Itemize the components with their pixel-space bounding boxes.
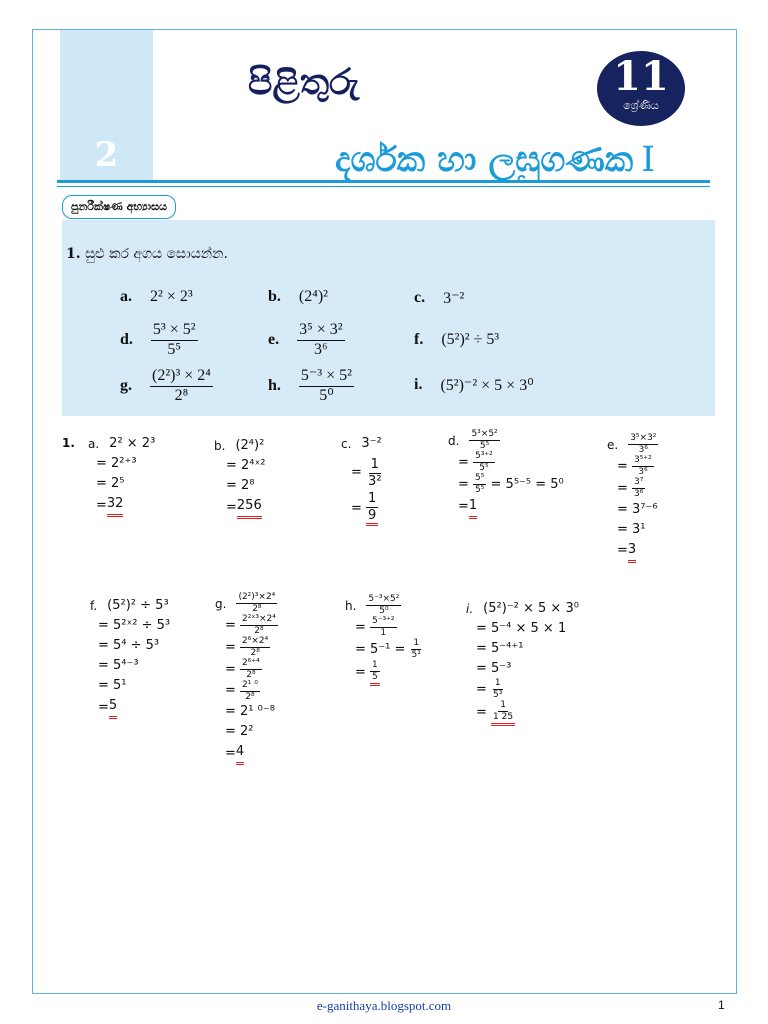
denominator: 2⁸ <box>252 604 262 615</box>
eq: = <box>458 454 469 470</box>
answer-d <box>448 430 564 519</box>
label: e. <box>607 437 619 452</box>
fraction <box>366 595 401 617</box>
fraction <box>473 474 486 496</box>
denominator: 5⁰ <box>379 606 389 617</box>
denominator: 3⁶ <box>638 445 648 456</box>
eq: = <box>458 499 469 515</box>
final-answer <box>370 661 380 686</box>
title-rule-thin <box>57 186 710 187</box>
answer-number: 1. <box>62 436 75 450</box>
numerator: 2⁶⁺⁴ <box>240 659 262 670</box>
eq: = <box>225 745 236 761</box>
denominator: 2⁸ <box>245 691 255 702</box>
label: g. <box>120 377 132 395</box>
step: = 5⁻⁴⁺¹ <box>476 641 524 656</box>
fraction <box>469 430 499 452</box>
grade-label: ශ්‍රේණිය <box>623 99 659 112</box>
fraction <box>410 639 423 661</box>
final-answer <box>366 492 378 525</box>
question-e <box>268 322 345 359</box>
numerator: 1 <box>370 661 380 672</box>
fraction <box>491 679 504 701</box>
step: = 5⁴ ÷ 5³ <box>98 638 160 653</box>
denominator: 2⁸ <box>250 648 260 659</box>
numerator: (2²)³×2⁴ <box>236 593 277 604</box>
fraction <box>632 478 645 500</box>
final-answer: 32 <box>107 494 124 517</box>
fraction <box>236 593 277 615</box>
expr: (5²)⁻² × 5 × 3⁰ <box>440 377 534 394</box>
chapter-title <box>335 140 655 180</box>
expr: 2² × 2³ <box>150 288 193 305</box>
fraction <box>240 681 260 703</box>
question-number: 1. <box>66 246 81 262</box>
step: = 5⁻¹ = <box>355 641 406 657</box>
fraction <box>370 617 396 639</box>
step: = 5⁴⁻³ <box>98 658 139 673</box>
question-i <box>414 375 534 395</box>
eq: = <box>458 476 469 492</box>
numerator: 3⁷ <box>632 478 645 489</box>
fraction <box>628 434 658 456</box>
numerator: 2⁶×2⁴ <box>240 637 270 648</box>
grade-number: 11 <box>613 53 669 100</box>
denominator: 1 25 <box>493 712 514 723</box>
numerator: 3⁵⁺² <box>632 456 654 467</box>
step: = 2⁴ˣ² <box>226 458 266 473</box>
numerator: 1 <box>370 457 379 472</box>
denominator: 2⁸ <box>246 670 256 681</box>
answer-a <box>88 434 155 517</box>
final-answer: 256 <box>237 496 262 519</box>
label: a. <box>88 437 100 451</box>
label: b. <box>268 288 281 305</box>
eq: = <box>476 681 487 697</box>
final-answer <box>491 701 515 726</box>
label: c. <box>341 437 352 451</box>
label: e. <box>268 331 280 349</box>
answer-g <box>215 593 278 765</box>
chapter-number: 2 <box>94 135 119 175</box>
question-c <box>414 288 464 308</box>
fraction <box>240 637 270 659</box>
chapter-title-text: දර්ශක හා ලඝුගණක <box>335 140 634 180</box>
label: h. <box>268 377 281 395</box>
final-answer: 5 <box>109 696 117 719</box>
numerator: 1 <box>498 701 508 712</box>
question-instruction <box>66 246 228 262</box>
fraction <box>473 452 495 474</box>
denominator: 5 <box>372 672 378 683</box>
denominator: 5⁰ <box>319 386 334 404</box>
final-answer: 4 <box>236 742 244 765</box>
fraction <box>151 322 198 359</box>
step: (2⁴)² <box>235 438 265 453</box>
expr: 3⁻² <box>443 290 465 307</box>
eq: = <box>225 661 236 677</box>
denominator: 5⁵ <box>479 441 490 452</box>
fraction <box>240 659 262 681</box>
eq: = <box>617 458 628 474</box>
numerator: 5⁻³ × 5² <box>299 368 354 387</box>
eq: = <box>476 705 487 721</box>
denominator: 3² <box>368 473 382 489</box>
numerator: 2²ˣ³×2⁴ <box>240 615 278 626</box>
eq: = <box>96 497 107 513</box>
expr: (5²)² ÷ 5³ <box>441 331 500 348</box>
label: i. <box>414 376 423 393</box>
question-g <box>120 368 213 405</box>
step: = 3⁷⁻⁶ <box>617 501 658 517</box>
final-answer: 1 <box>469 496 477 519</box>
denominator: 2⁸ <box>174 386 189 404</box>
numerator: 2¹ ⁰ <box>240 681 260 692</box>
step: = 2⁸ <box>226 478 255 493</box>
step: = 5⁻³ <box>476 661 512 676</box>
label: f. <box>90 599 98 613</box>
numerator: 1 <box>411 639 421 650</box>
eq: = <box>226 499 237 515</box>
denominator: 3⁶ <box>634 489 644 500</box>
numerator: 5³⁺² <box>473 452 495 463</box>
question-b <box>268 288 328 306</box>
label: h. <box>345 598 357 613</box>
numerator: (2²)³ × 2⁴ <box>150 368 213 387</box>
step: = 3¹ <box>617 521 646 537</box>
page-number: 1 <box>718 998 725 1012</box>
footer-url[interactable]: e-ganithaya.blogspot.com <box>316 998 452 1013</box>
label: c. <box>414 289 426 306</box>
question-d <box>120 322 198 359</box>
fraction <box>150 368 213 405</box>
numerator: 5⁻³⁺² <box>370 617 396 628</box>
fraction <box>366 458 383 488</box>
instruction-text: සුළු කර අගය සොයන්න. <box>85 246 228 262</box>
fraction <box>632 456 654 478</box>
label: i. <box>466 602 474 616</box>
answer-c <box>341 434 384 526</box>
step: (5²)⁻² × 5 × 3⁰ <box>483 601 579 616</box>
denominator: 5¹ <box>411 650 421 661</box>
numerator: 1 <box>368 491 377 507</box>
fraction <box>297 322 344 359</box>
final-answer: 3 <box>628 540 636 563</box>
numerator: 3⁵ × 3² <box>297 322 344 341</box>
label: a. <box>120 288 132 305</box>
denominator: 3⁶ <box>638 467 648 478</box>
numerator: 1 <box>493 679 503 690</box>
step: = 5²ˣ² ÷ 5³ <box>98 618 171 633</box>
step: = 5¹ <box>98 678 127 693</box>
step: 2² × 2³ <box>109 436 156 451</box>
answer-f <box>90 596 170 719</box>
label: d. <box>120 331 133 349</box>
chapter-roman: I <box>641 140 656 180</box>
label: b. <box>214 439 226 453</box>
label: g. <box>215 596 227 611</box>
label: d. <box>448 433 460 448</box>
numerator: 5³×5² <box>469 430 499 441</box>
step: = 5⁵⁻⁵ = 5⁰ <box>490 476 564 492</box>
question-h <box>268 368 354 405</box>
answer-b <box>214 436 266 519</box>
eq: = <box>225 639 236 655</box>
eq: = <box>351 465 362 481</box>
denominator: 1 <box>380 628 387 639</box>
step: = 2⁵ <box>96 476 125 491</box>
label: f. <box>414 331 424 348</box>
denominator: 5⁵ <box>479 463 489 474</box>
expr: (2⁴)² <box>298 288 328 305</box>
eq: = <box>355 665 366 681</box>
denominator: 5⁵ <box>167 340 181 358</box>
eq: = <box>617 480 628 496</box>
title-rule <box>57 180 710 183</box>
eq: = <box>225 683 236 699</box>
question-f <box>414 331 499 349</box>
review-tag: පුනරීක්ෂණ අභ්‍යාසය <box>62 195 176 219</box>
answer-h <box>345 595 423 686</box>
grade-badge <box>597 51 685 126</box>
numerator: 5⁻³×5² <box>366 595 401 606</box>
eq: = <box>98 699 109 715</box>
eq: = <box>225 617 236 633</box>
step: = 2¹ ⁰⁻⁸ <box>225 704 275 720</box>
denominator: 3⁶ <box>314 340 328 358</box>
answer-e <box>607 434 658 563</box>
step: 3⁻² <box>361 436 382 451</box>
step: = 5⁻⁴ × 5 × 1 <box>476 621 567 636</box>
denominator: 5³ <box>493 690 503 701</box>
eq: = <box>351 500 362 516</box>
denominator: 9 <box>368 507 377 523</box>
numerator: 5⁵ <box>473 474 486 485</box>
page-heading: පිළිතුරු <box>248 62 360 103</box>
answer-i <box>466 599 579 726</box>
numerator: 5³ × 5² <box>151 322 198 341</box>
eq: = <box>355 619 366 635</box>
step: = 2²⁺³ <box>96 456 137 471</box>
denominator: 5⁵ <box>475 485 485 496</box>
step: = 2² <box>225 724 254 740</box>
fraction <box>299 368 354 405</box>
question-a <box>120 288 193 306</box>
numerator: 3⁵×3² <box>628 434 658 445</box>
step: (5²)² ÷ 5³ <box>107 598 169 613</box>
fraction <box>240 615 278 637</box>
eq: = <box>617 543 628 559</box>
denominator: 2⁸ <box>254 626 264 637</box>
